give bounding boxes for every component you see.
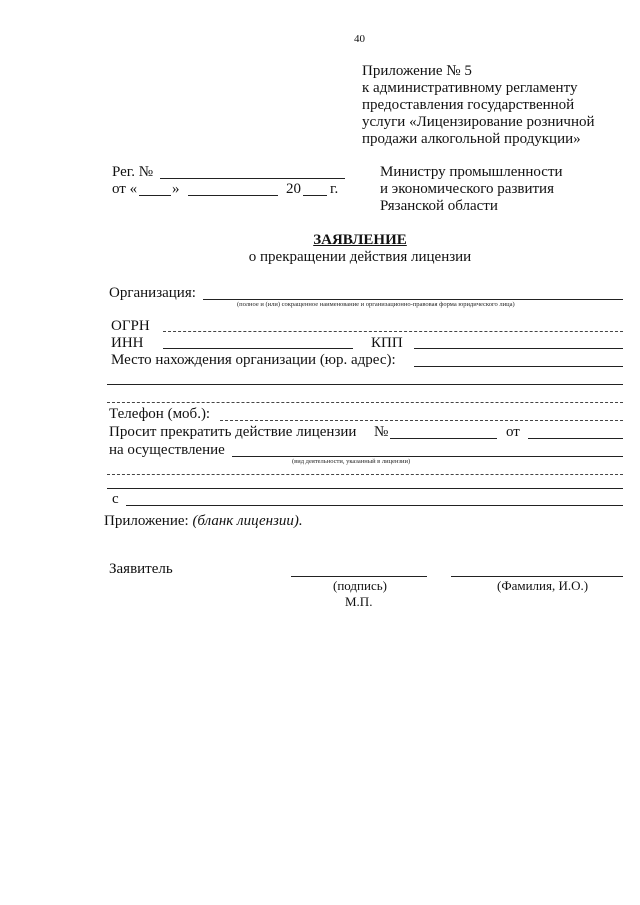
address-field[interactable] <box>414 366 623 367</box>
reg-year-prefix: 20 <box>286 181 301 197</box>
applicant-label: Заявитель <box>109 561 173 577</box>
license-number-field[interactable] <box>390 438 497 439</box>
reg-date-label: от « <box>112 181 138 197</box>
reg-year-suffix: г. <box>330 181 339 197</box>
stamp-label: М.П. <box>345 594 373 609</box>
reg-quote-close: » <box>172 181 180 197</box>
ogrn-field[interactable] <box>163 331 623 332</box>
reg-month-field[interactable] <box>188 195 278 196</box>
reg-year-field[interactable] <box>303 195 327 196</box>
reg-day-field[interactable] <box>139 195 171 196</box>
address-field-continuation[interactable] <box>107 402 623 403</box>
appendix-line: Приложение № 5 <box>362 63 472 79</box>
address-field-continuation[interactable] <box>107 384 623 385</box>
activity-field[interactable] <box>232 456 623 457</box>
signature-field[interactable] <box>291 576 427 577</box>
activity-label: на осуществление <box>109 442 225 458</box>
signature-hint: (подпись) <box>333 578 387 593</box>
document-title: ЗАЯВЛЕНИЕ <box>313 232 407 248</box>
kpp-field[interactable] <box>414 348 623 349</box>
activity-field-continuation[interactable] <box>107 488 623 489</box>
attachment-value: (бланк лицензии). <box>192 513 303 529</box>
appendix-line: к административному регламенту <box>362 80 578 96</box>
activity-field-continuation[interactable] <box>107 474 623 475</box>
address-label: Место нахождения организации (юр. адрес): <box>111 352 396 368</box>
document-subtitle: о прекращении действия лицензии <box>248 249 472 265</box>
attachment-line <box>104 513 303 530</box>
name-field[interactable] <box>451 576 623 577</box>
page-number: 40 <box>354 33 365 45</box>
license-date-label: от <box>506 424 520 440</box>
name-hint: (Фамилия, И.О.) <box>497 578 589 593</box>
organization-label: Организация: <box>109 285 196 301</box>
organization-field[interactable] <box>203 299 623 300</box>
activity-hint: (вид деятельности, указанный в лицензии) <box>292 458 411 465</box>
reg-number-label: Рег. № <box>112 164 154 180</box>
since-field[interactable] <box>126 505 623 506</box>
attachment-label: Приложение: <box>104 513 189 529</box>
license-number-label: № <box>374 424 389 440</box>
inn-label: ИНН <box>111 335 144 351</box>
since-label: с <box>112 491 119 507</box>
kpp-label: КПП <box>371 335 403 351</box>
reg-number-field[interactable] <box>160 178 345 179</box>
license-date-field[interactable] <box>528 438 623 439</box>
request-label: Просит прекратить действие лицензии <box>109 424 357 440</box>
recipient-line: Министру промышленности <box>380 164 563 180</box>
recipient-line: и экономического развития <box>380 181 554 197</box>
recipient-line: Рязанской области <box>380 198 498 214</box>
appendix-line: продажи алкогольной продукции» <box>362 131 581 147</box>
organization-hint: (полное и (или) сокращенное наименование и организационно-правовая форма юридического лица) <box>237 301 515 308</box>
inn-field[interactable] <box>163 348 353 349</box>
appendix-line: услуги «Лицензирование розничной <box>362 114 595 130</box>
ogrn-label: ОГРН <box>111 318 150 334</box>
phone-field[interactable] <box>220 420 623 421</box>
appendix-line: предоставления государственной <box>362 97 575 113</box>
phone-label: Телефон (моб.): <box>109 406 211 422</box>
